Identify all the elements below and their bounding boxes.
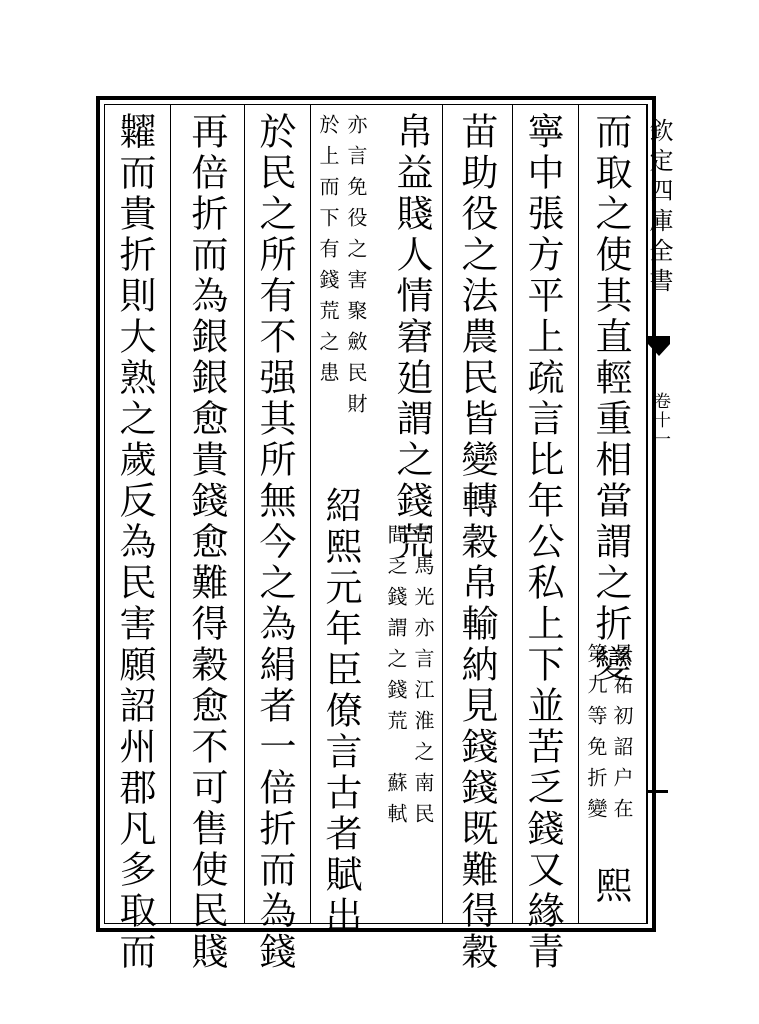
text-column-4: 帛益賤人情窘廹謂之錢荒 <box>390 112 433 563</box>
text-column-5: 紹熙元年臣僚言古者賦出 <box>319 486 362 937</box>
collection-title: 欽定四庫全書 <box>645 118 673 298</box>
text-column-2: 寧中張方平上疏言比年公私上下並苦乏錢又緣青 <box>521 112 564 973</box>
column-rule <box>170 104 171 924</box>
column-rule <box>244 104 245 924</box>
column-rule <box>442 104 443 924</box>
note-line-4b: 間乏錢謂之錢荒 蘇軾 <box>384 524 408 834</box>
text-column-8: 糶而貴折則大熟之歲反為民害願詔州郡凡多取而 <box>113 112 156 973</box>
note-line-1b: 第九等免折變 <box>584 643 608 829</box>
fish-tail-mark-icon <box>648 336 670 364</box>
note-line-5b: 於上而下有錢荒之患 <box>316 114 340 393</box>
column-rule <box>512 104 513 924</box>
fish-tail-lower-mark <box>648 790 668 793</box>
column-rule <box>310 104 311 924</box>
text-column-1: 而取之使其直輕重相當謂之折變 <box>589 112 632 686</box>
text-column-7: 再倍折而為銀銀愈貴錢愈難得穀愈不可售使民賤 <box>185 112 228 973</box>
text-column-6: 於民之所有不强其所無今之為絹者一倍折而為錢 <box>253 112 296 973</box>
text-column-1-tail: 熙 <box>589 866 632 907</box>
note-line-5a: 亦言免役之害聚斂民財 <box>344 114 368 424</box>
note-line-1a: 景祐初詔户在 <box>610 643 634 829</box>
text-column-3: 苗助役之法農民皆變轉穀帛輸納見錢錢既難得穀 <box>455 112 498 973</box>
note-line-4a: 司馬光亦言江淮之南民 <box>411 524 435 834</box>
volume-label: 卷十一 <box>650 392 670 449</box>
column-rule <box>578 104 579 924</box>
